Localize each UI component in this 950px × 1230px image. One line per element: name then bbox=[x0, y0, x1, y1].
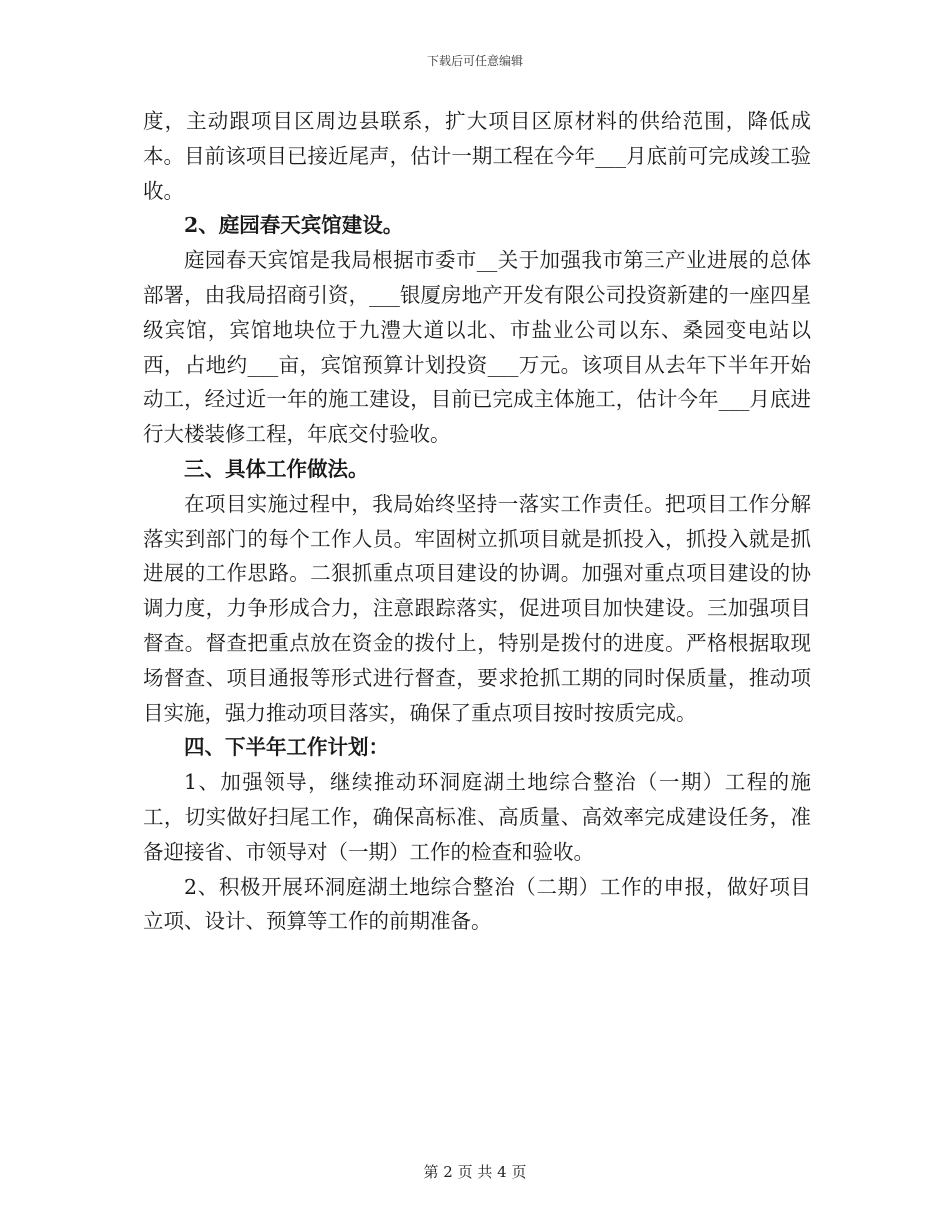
paragraph-continuation: 度，主动跟项目区周边县联系，扩大项目区原材料的供给范围，降低成本。目前该项目已接近尾声，估计一期工程在今年___月底前可完成竣工验收。 bbox=[143, 109, 811, 203]
section-heading-methods: 三、具体工作做法。 bbox=[184, 456, 369, 481]
section-heading-plan: 四、下半年工作计划： bbox=[184, 735, 389, 760]
page-header: 下载后可任意编辑 bbox=[426, 54, 523, 68]
document-body bbox=[143, 104, 811, 939]
paragraph-hotel: 庭园春天宾馆是我局根据市委市__关于加强我市第三产业进展的总体部署，由我局招商引资，___银厦房地产开发有限公司投资新建的一座四星级宾馆，宾馆地块位于九澧大道以北、市盐业公司以东、桑园变电站以西，占地约___亩，宾馆预算计划投资___万元。该项目从去年下半年开始动工，经过近一年的施工建设，目前已完成主体施工，估计今年___月底进行大楼装修工程，年底交付验收。 bbox=[143, 248, 811, 447]
page-footer: 第 2 页 共 4 页 bbox=[423, 1163, 527, 1181]
section-heading-hotel: 2、庭园春天宾馆建设。 bbox=[184, 213, 404, 238]
paragraph-plan-item-2: 2、积极开展环洞庭湖土地综合整治（二期）工作的申报，做好项目立项、设计、预算等工作的前期准备。 bbox=[143, 874, 811, 934]
paragraph-methods: 在项目实施过程中，我局始终坚持一落实工作责任。把项目工作分解落实到部门的每个工作人员。牢固树立抓项目就是抓投入，抓投入就是抓进展的工作思路。二狠抓重点项目建设的协调。加强对重点项目建设的协调力度，力争形成合力，注意跟踪落实，促进项目加快建设。三加强项目督查。督查把重点放在资金的拨付上，特别是拨付的进度。严格根据取现场督查、项目通报等形式进行督查，要求抢抓工期的同时保质量，推动项目实施，强力推动项目落实，确保了重点项目按时按质完成。 bbox=[143, 491, 811, 725]
paragraph-plan-item-1: 1、加强领导，继续推动环洞庭湖土地综合整治（一期）工程的施工，切实做好扫尾工作，确保高标准、高质量、高效率完成建设任务，准备迎接省、市领导对（一期）工作的检查和验收。 bbox=[143, 770, 811, 864]
